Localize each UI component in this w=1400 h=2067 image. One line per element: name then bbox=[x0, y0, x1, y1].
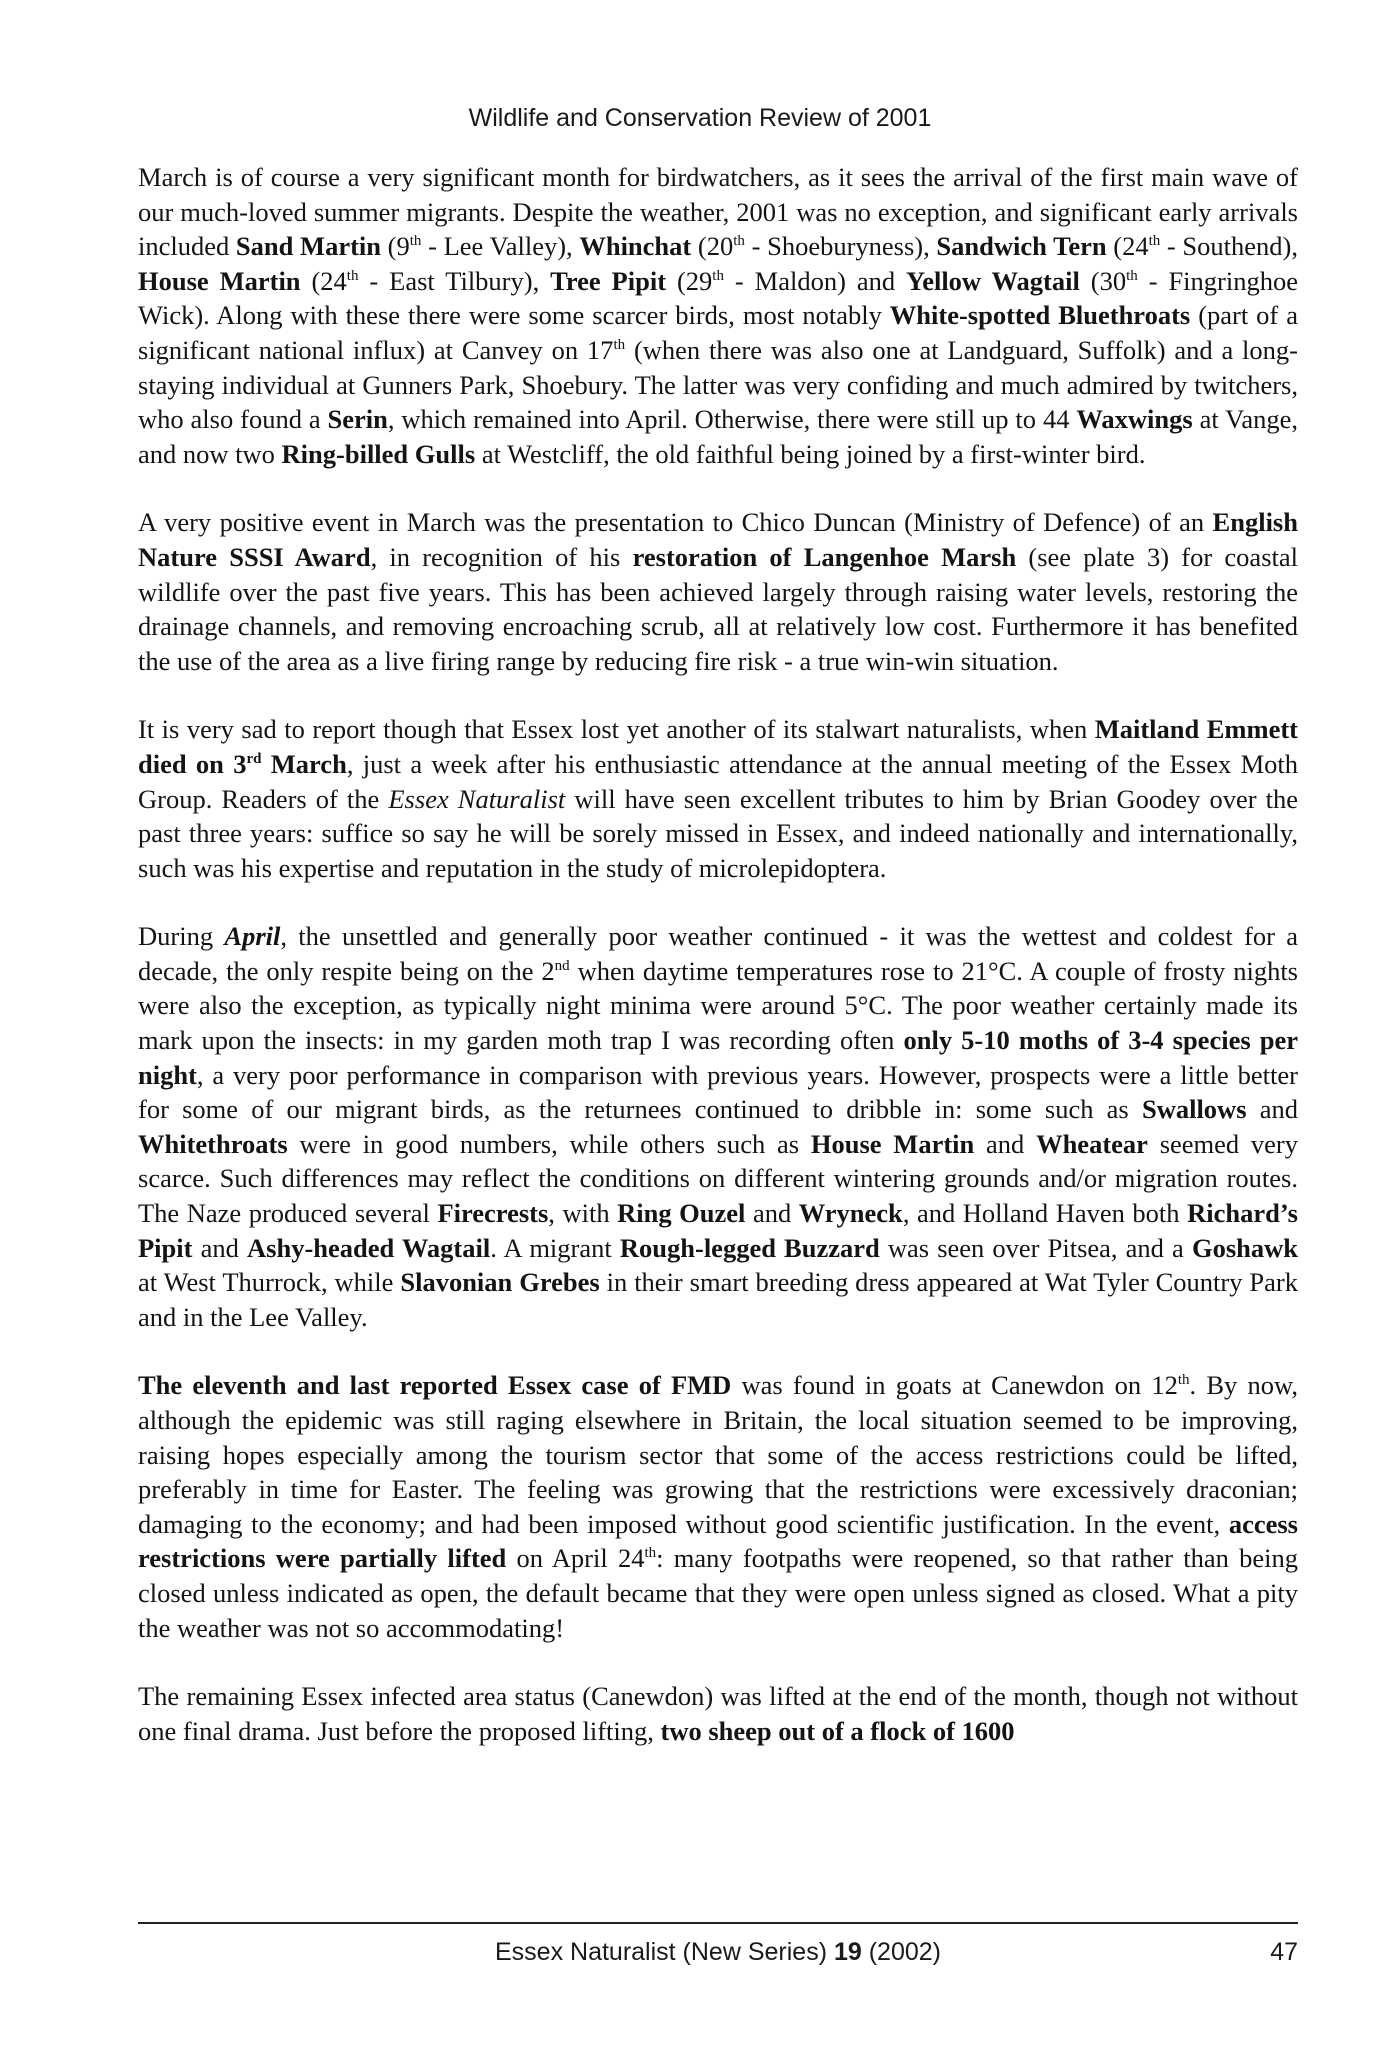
species-name: Wheatear bbox=[1036, 1128, 1148, 1159]
species-name: Sandwich Tern bbox=[936, 231, 1107, 262]
ordinal-suffix: th bbox=[1177, 1372, 1190, 1389]
text: . A migrant bbox=[490, 1232, 620, 1263]
ordinal-suffix: th bbox=[1126, 267, 1138, 284]
text: , a very poor performance in comparison with previous years. However, prospects were a little better for some of our migrant birds, as the returnees continued to dribble in: some such as bbox=[138, 1059, 1298, 1125]
text: . By now, although the epidemic was still raging elsewhere in Britain, the local situation seemed to be improving, raising hopes especially among the tourism sector that some of the access restrictions could be lifted, preferably in time for Easter. The feeling was growing that the restrictions were excessively draconian; damaging to the economy; and had been imposed without good scientific justification. In the event, bbox=[138, 1370, 1298, 1539]
species-name: Sand Martin bbox=[235, 231, 382, 262]
text: March is of course a very significant month for birdwatchers, as it sees the arrival of the first main wave of our much-loved summer migrants. Despite the weather, 2001 was no exception, and significant early arrivals included bbox=[138, 162, 1298, 262]
species-name: Yellow Wagtail bbox=[906, 265, 1080, 296]
species-name: Whitethroats bbox=[138, 1128, 288, 1159]
species-name: Waxwings bbox=[1076, 404, 1193, 435]
text: (9 bbox=[381, 231, 410, 262]
journal-year: (2002) bbox=[861, 1938, 941, 1966]
text: , in recognition of his bbox=[370, 541, 633, 572]
text: - Southend), bbox=[1160, 231, 1298, 262]
species-name: Tree Pipit bbox=[550, 265, 667, 296]
text: and bbox=[1246, 1094, 1298, 1125]
bold-phrase: access restrictions were partially lifted bbox=[138, 1508, 1298, 1574]
text: , and Holland Haven both bbox=[902, 1198, 1188, 1229]
journal-citation bbox=[138, 1938, 1298, 1967]
text: , just a week after his enthusiastic attendance at the annual meeting of the Essex Moth Group. Readers of the bbox=[138, 748, 1299, 814]
species-name: Whinchat bbox=[579, 231, 692, 262]
text: were in good numbers, while others such as bbox=[287, 1128, 811, 1159]
text: (30 bbox=[1079, 265, 1127, 296]
bold-phrase: English Nature SSSI Award bbox=[138, 507, 1298, 572]
text: and bbox=[192, 1232, 247, 1263]
footer-rule bbox=[138, 1922, 1298, 1924]
bold-phrase: only 5-10 moths of 3-4 species per night bbox=[138, 1025, 1298, 1090]
text: - Fingringhoe Wick). Along with these there were some scarcer birds, most notably bbox=[138, 265, 1298, 331]
text: - Lee Valley), bbox=[421, 231, 580, 262]
species-name: Richard’s Pipit bbox=[138, 1198, 1298, 1263]
text: (see plate 3) for coastal wildlife over the past five years. This has been achieved largely through raising water levels, restoring the drainage channels, and removing encroaching scrub, all at relatively low cost. Furthermore it has benefited the use of the area as a live firing range by reducing fire risk - a true win-win situation. bbox=[138, 541, 1298, 676]
species-name: Swallows bbox=[1141, 1094, 1247, 1125]
text: and bbox=[974, 1128, 1037, 1159]
running-title: Wildlife and Conservation Review of 2001 bbox=[468, 104, 932, 132]
volume-number: 19 bbox=[833, 1938, 862, 1966]
text: at Vange, and now two bbox=[138, 404, 1298, 469]
paragraph-sssi-award bbox=[138, 505, 1298, 678]
paragraph-april-weather bbox=[138, 919, 1298, 1334]
text: in their smart breeding dress appeared at Wat Tyler Country Park and in the Lee Valley. bbox=[138, 1267, 1299, 1332]
bold-phrase: The eleventh and last reported Essex case of FMD bbox=[138, 1370, 732, 1401]
bold-phrase: March bbox=[261, 748, 347, 779]
species-name: House Martin bbox=[138, 265, 301, 296]
text: was found in goats at Canewdon on 12 bbox=[731, 1370, 1178, 1401]
text: During bbox=[138, 921, 225, 952]
species-name: Ring Ouzel bbox=[617, 1198, 746, 1229]
text: , the unsettled and generally poor weather continued - it was the wettest and coldest for a decade, the only respite being on the 2 bbox=[138, 921, 1298, 986]
species-name: Rough-legged Buzzard bbox=[619, 1232, 880, 1263]
text: was seen over Pitsea, and a bbox=[879, 1232, 1192, 1263]
species-name: Slavonian Grebes bbox=[400, 1267, 600, 1298]
text: : many footpaths were reopened, so that rather than being closed unless indicated as open, the default became that they were open unless signed as closed. What a pity the weather was not so accommodating! bbox=[138, 1543, 1298, 1643]
ordinal-suffix: th bbox=[346, 267, 359, 284]
species-name: White-spotted Bluethroats bbox=[889, 300, 1191, 331]
text: when daytime temperatures rose to 21°C. A couple of frosty nights were also the exception, as typically night minima were around 5°C. The poor weather certainly made its mark upon the insects: in my garden moth trap I was recording often bbox=[138, 955, 1298, 1056]
species-name: Ring-billed Gulls bbox=[281, 438, 476, 469]
text: (20 bbox=[691, 231, 734, 262]
text: - Maldon) and bbox=[723, 265, 906, 296]
ordinal-suffix: rd bbox=[246, 751, 262, 768]
month-heading: April bbox=[224, 921, 281, 952]
text: at Westcliff, the old faithful being joined by a first-winter bird. bbox=[475, 438, 1146, 469]
bold-phrase: restoration of Langenhoe Marsh bbox=[632, 541, 1017, 572]
bold-phrase: Maitland Emmett died on 3 bbox=[138, 714, 1298, 779]
text: seemed very scarce. Such differences may reflect the conditions on different wintering grounds and/or migration routes. The Naze produced several bbox=[138, 1128, 1299, 1229]
text: , which remained into April. Otherwise, there were still up to 44 bbox=[387, 404, 1077, 435]
species-name: Goshawk bbox=[1191, 1232, 1298, 1263]
text: (24 bbox=[1106, 231, 1149, 262]
text: (part of a significant national influx) at Canvey on 17 bbox=[138, 300, 1298, 365]
paragraph-canewdon-status bbox=[138, 1679, 1298, 1748]
ordinal-suffix: th bbox=[1148, 233, 1161, 250]
text: and bbox=[745, 1198, 799, 1229]
species-name: Wryneck bbox=[798, 1198, 903, 1229]
ordinal-suffix: th bbox=[712, 267, 724, 284]
paragraph-maitland-emmett bbox=[138, 712, 1298, 885]
paragraph-fmd-restrictions bbox=[138, 1368, 1298, 1645]
text: - Shoeburyness), bbox=[744, 231, 937, 262]
text: It is very sad to report though that Essex lost yet another of its stalwart naturalists, when bbox=[138, 714, 1095, 745]
text: A very positive event in March was the presentation to Chico Duncan (Ministry of Defence) of an bbox=[138, 507, 1213, 538]
text: (29 bbox=[666, 265, 713, 296]
text: The remaining Essex infected area status (Canewdon) was lifted at the end of the month, though not without one final drama. Just before the proposed lifting, bbox=[138, 1681, 1298, 1746]
publication-title: Essex Naturalist bbox=[388, 783, 566, 814]
text: (24 bbox=[300, 265, 347, 296]
ordinal-suffix: th bbox=[613, 337, 626, 354]
text: - East Tilbury), bbox=[358, 265, 551, 296]
text: will have seen excellent tributes to him by Brian Goodey over the past three years: suffice so say he will be sorely missed in Essex, and indeed nationally and internationally, such was his expertise and reputation in the study of microlepidoptera. bbox=[138, 783, 1299, 883]
species-name: Serin bbox=[327, 404, 388, 435]
page-number: 47 bbox=[1270, 1938, 1298, 1966]
species-name: Ashy-headed Wagtail bbox=[247, 1232, 491, 1263]
text: at West Thurrock, while bbox=[138, 1267, 401, 1298]
article-body bbox=[138, 160, 1298, 1748]
ordinal-suffix: th bbox=[409, 233, 422, 250]
text: , with bbox=[548, 1198, 618, 1229]
text: on April 24 bbox=[506, 1543, 645, 1574]
ordinal-suffix: nd bbox=[554, 958, 570, 975]
text: (when there was also one at Landguard, Suffolk) and a long-staying individual at Gunners Park, Shoebury. The latter was very confiding and much admired by twitchers, who also found a bbox=[138, 334, 1298, 435]
journal-name: Essex Naturalist (New Series) bbox=[494, 1938, 834, 1966]
bold-phrase: two sheep out of a flock of 1600 bbox=[660, 1715, 1015, 1746]
ordinal-suffix: th bbox=[733, 233, 745, 250]
ordinal-suffix: th bbox=[644, 1545, 657, 1562]
species-name: House Martin bbox=[810, 1128, 975, 1159]
paragraph-march-migrants bbox=[138, 160, 1298, 471]
species-name: Firecrests bbox=[437, 1198, 549, 1229]
